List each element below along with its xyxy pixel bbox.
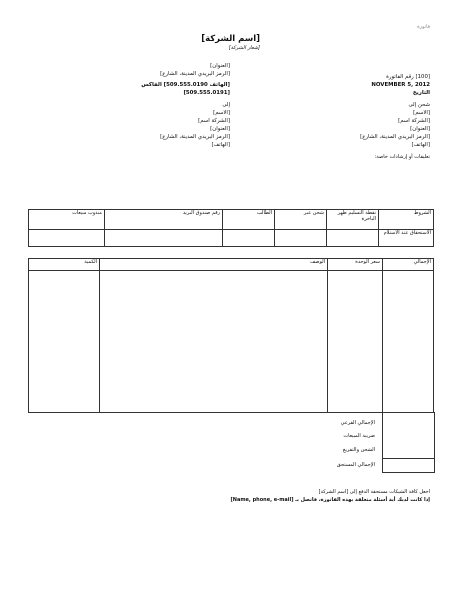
company-city-line: [الرمز البريدي المدينة، الشارع] [160, 71, 230, 77]
info-cell[interactable] [327, 230, 379, 247]
company-address-block [130, 62, 230, 78]
ship-to-heading: شحن إلى [408, 102, 430, 108]
items-cell-quantity[interactable] [29, 271, 100, 413]
ship-to-company: [الشركة اسم] [398, 118, 430, 124]
items-header-quantity: الكمية [29, 259, 100, 271]
invoice-number: [100] رقم الفاتورة [386, 74, 430, 80]
comments-label: تعليقات أو إرشادات خاصة: [374, 154, 430, 160]
info-header: الطالب [223, 210, 275, 230]
info-cell[interactable] [223, 230, 275, 247]
invoice-meta [355, 73, 430, 97]
items-cell-total[interactable] [383, 271, 434, 413]
ship-to-block [330, 101, 430, 149]
company-slogan: [شعار الشركة] [228, 45, 260, 51]
info-cell[interactable] [275, 230, 327, 247]
document-label: فاتورة [417, 24, 430, 30]
bill-to-heading: إلى [222, 102, 230, 108]
info-header: شحن عبر [275, 210, 327, 230]
bill-to-phone: [الهاتف] [211, 142, 230, 148]
info-table [28, 209, 434, 247]
items-table [28, 258, 434, 413]
company-contact-line: [الهاتف 509.555.0190] الفاكس [509.555.0191] [141, 82, 230, 96]
ship-to-phone: [الهاتف] [411, 142, 430, 148]
ship-to-name: [الاسم] [413, 110, 430, 116]
total-due-box[interactable] [382, 458, 435, 473]
footer-contact: إذا كانت لديك أية أسئلة متعلقة بهذه الفاتورة، فاتصل بـ [Name, phone, e-mail] [230, 497, 430, 503]
info-header: نقطة التسليم ظهر الباخرة [327, 210, 379, 230]
info-cell[interactable] [29, 230, 105, 247]
bill-to-block [130, 101, 230, 149]
items-header-total: الإجمالي [383, 259, 434, 271]
info-cell[interactable] [105, 230, 223, 247]
items-header-description: الوصف [100, 259, 328, 271]
tax-label: ضريبة المبيعات [343, 433, 375, 439]
company-block [150, 34, 260, 52]
bill-to-name: [الاسم] [213, 110, 230, 116]
total-due-label: الإجمالي المستحق [336, 462, 375, 468]
bill-to-company: [الشركة اسم] [198, 118, 230, 124]
bill-to-address: [العنوان] [210, 126, 230, 132]
totals-box[interactable] [382, 412, 435, 459]
company-name: [اسم الشركة] [201, 34, 260, 44]
invoice-date: NOVEMBER 5, 2012 التاريخ [371, 82, 430, 96]
shipping-label: الشحن والتفريغ [342, 447, 375, 453]
footer-checks: اجعل كافة الشيكات مستحقة الدفع إلى [اسم الشركة] [318, 489, 430, 495]
company-address: [العنوان] [210, 63, 230, 69]
ship-to-address: [العنوان] [410, 126, 430, 132]
items-header-unit-price: سعر الوحدة [328, 259, 383, 271]
info-header: رقم صندوق البريد [105, 210, 223, 230]
subtotal-label: الإجمالي الفرعي [340, 420, 375, 426]
bill-to-city: [الرمز البريدي المدينة، الشارع] [160, 134, 230, 140]
ship-to-city: [الرمز البريدي المدينة، الشارع] [360, 134, 430, 140]
info-header: مندوب مبيعات [29, 210, 105, 230]
info-cell[interactable]: الاستحقاق عند الاستلام [379, 230, 434, 247]
info-header: الشروط [379, 210, 434, 230]
items-cell-unit-price[interactable] [328, 271, 383, 413]
items-cell-description[interactable] [100, 271, 328, 413]
